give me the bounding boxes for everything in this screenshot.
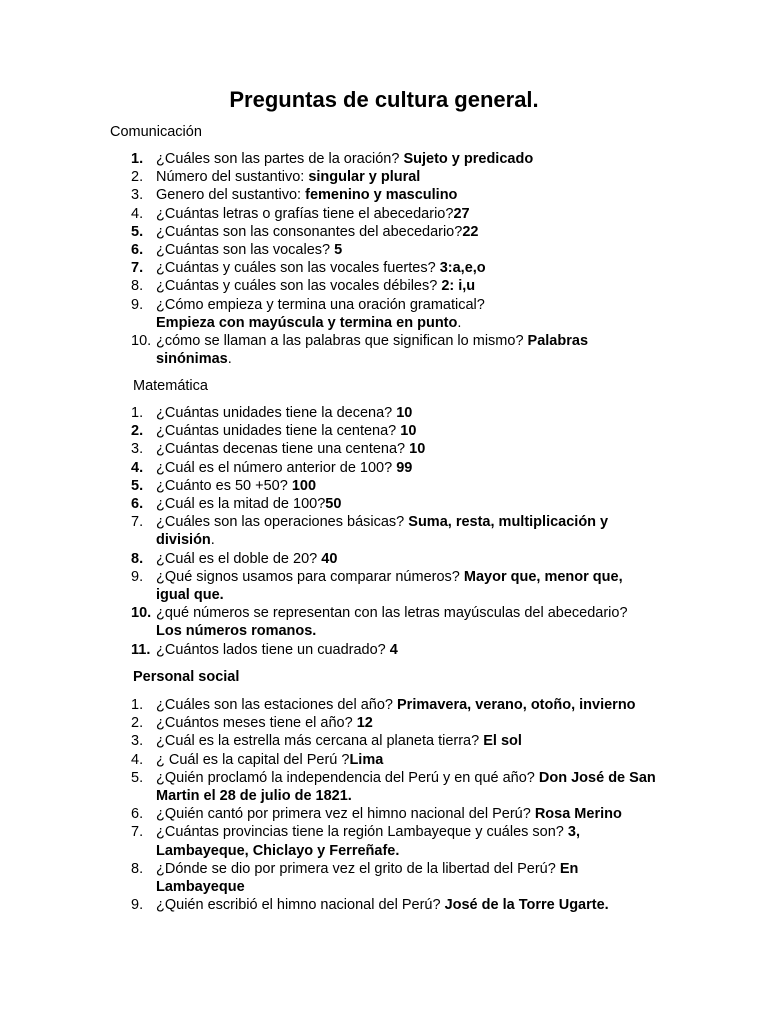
list-item xyxy=(0,568,656,604)
list-item xyxy=(0,440,656,458)
item-number: 2. xyxy=(131,423,144,440)
answer-text: Suma, resta, multiplicación y división xyxy=(156,514,609,549)
section-title-matematica: Matemática xyxy=(133,378,208,394)
question-text: ¿Cuántas unidades tiene la centena? xyxy=(156,423,401,440)
list-item xyxy=(0,696,656,714)
question-text: ¿Quién cantó por primera vez el himno nacional del Perú? xyxy=(156,806,535,823)
question-text: ¿Cuál es la estrella más cercana al planeta tierra? xyxy=(156,733,484,750)
answer-text: 99 xyxy=(396,459,413,476)
item-number: 3. xyxy=(131,441,144,458)
answer-text: Rosa Merino xyxy=(534,806,622,823)
list-item xyxy=(0,404,656,422)
answer-text: femenino y masculino xyxy=(305,187,458,204)
answer-text: Sujeto y predicado xyxy=(403,151,534,167)
list-item xyxy=(0,604,656,640)
item-number: 7. xyxy=(131,260,144,277)
item-number: 6. xyxy=(131,806,144,823)
page-title: Preguntas de cultura general. xyxy=(229,87,539,112)
list-item xyxy=(0,332,656,368)
answer-text: 40 xyxy=(321,550,338,567)
question-text: ¿Cuántas decenas tiene una centena? xyxy=(156,441,410,458)
answer-punctuation: . xyxy=(210,532,215,549)
question-text: ¿Cuánto es 50 +50? xyxy=(156,477,292,494)
item-number: 2. xyxy=(131,169,144,186)
question-text: ¿Cómo empieza y termina una oración gramatical? xyxy=(156,296,485,313)
question-text: ¿Cuántas unidades tiene la decena? xyxy=(156,405,397,421)
item-number: 10. xyxy=(131,333,152,350)
answer-text: Los números romanos. xyxy=(156,623,317,640)
list-item xyxy=(0,241,656,259)
list-item xyxy=(0,823,656,859)
item-number: 8. xyxy=(131,860,144,877)
answer-text: 10 xyxy=(400,423,417,440)
list-item xyxy=(0,259,656,277)
question-text: ¿Cuántos lados tiene un cuadrado? xyxy=(156,641,390,658)
answer-text: 27 xyxy=(453,205,470,222)
question-text: ¿Dónde se dio por primera vez el grito de la libertad del Perú? xyxy=(156,860,560,877)
answer-text: 22 xyxy=(462,223,479,240)
list-item xyxy=(0,205,656,223)
question-text: ¿Cuáles son las partes de la oración? xyxy=(156,151,404,167)
list-item xyxy=(0,751,656,769)
list-item xyxy=(0,769,656,805)
answer-text: 50 xyxy=(325,496,342,513)
list-item xyxy=(0,714,656,732)
list-item xyxy=(0,805,656,823)
answer-text: 4 xyxy=(389,641,398,658)
item-number: 3. xyxy=(131,733,144,750)
answer-text: 10 xyxy=(396,405,413,421)
list-item xyxy=(0,896,656,914)
item-number: 4. xyxy=(131,751,144,768)
list-item xyxy=(0,150,656,168)
list-item xyxy=(0,422,656,440)
answer-text: En Lambayeque xyxy=(156,860,579,896)
question-text: ¿Cuántas son las consonantes del abecedario? xyxy=(156,223,463,240)
list-item xyxy=(0,223,656,241)
answer-punctuation: . xyxy=(227,351,232,368)
question-text: ¿Cuántas y cuáles son las vocales fuertes? xyxy=(156,260,440,277)
question-text: ¿qué números se representan con las letras mayúsculas del abecedario? xyxy=(156,605,628,622)
item-number: 5. xyxy=(131,477,144,494)
item-number: 10. xyxy=(131,605,152,622)
list-item xyxy=(0,296,656,332)
list-item xyxy=(0,477,656,495)
question-text: ¿Cuántos meses tiene el año? xyxy=(156,715,357,732)
question-text: Genero del sustantivo: xyxy=(156,187,306,204)
answer-text: 12 xyxy=(356,715,373,732)
list-item xyxy=(0,495,656,513)
list-item xyxy=(0,513,656,549)
answer-text: Don José de San Martin el 28 de julio de 1821. xyxy=(156,769,656,805)
answer-text: 2: i,u xyxy=(441,278,476,295)
list-item xyxy=(0,860,656,896)
answer-text: Mayor que, menor que, igual que. xyxy=(156,568,623,604)
answer-text: Lima xyxy=(349,751,384,768)
question-text: Número del sustantivo: xyxy=(156,169,309,186)
question-text: ¿cómo se llaman a las palabras que significan lo mismo? xyxy=(156,333,528,350)
answer-text: Primavera, verano, otoño, invierno xyxy=(397,697,636,713)
item-number: 4. xyxy=(131,459,144,476)
question-text: ¿Cuáles son las estaciones del año? xyxy=(156,697,398,713)
question-text: ¿Qué signos usamos para comparar números? xyxy=(156,568,464,585)
question-text: ¿Cuáles son las operaciones básicas? xyxy=(156,514,409,531)
item-number: 5. xyxy=(131,223,144,240)
list-item xyxy=(0,186,656,204)
question-text: ¿Cuál es la mitad de 100? xyxy=(156,496,326,513)
answer-line xyxy=(156,314,656,332)
item-number: 9. xyxy=(131,296,144,313)
question-text: ¿Quién escribió el himno nacional del Perú? xyxy=(156,897,445,914)
answer-text: Empieza con mayúscula y termina en punto xyxy=(156,314,458,331)
question-text: ¿Cuántas letras o grafías tiene el abecedario? xyxy=(156,205,454,222)
answer-punctuation: . xyxy=(457,314,462,331)
list-item xyxy=(0,459,656,477)
item-number: 3. xyxy=(131,187,144,204)
list-personal-social xyxy=(0,696,768,914)
item-number: 2. xyxy=(131,715,144,732)
answer-text: singular y plural xyxy=(308,169,421,186)
list-item xyxy=(0,168,656,186)
item-number: 7. xyxy=(131,824,144,841)
item-number: 6. xyxy=(131,242,144,259)
item-number: 7. xyxy=(131,514,144,531)
list-item xyxy=(0,641,656,659)
question-text: ¿ Cuál es la capital del Perú ? xyxy=(156,751,350,768)
item-number: 11. xyxy=(131,641,151,658)
question-text: ¿Cuántas y cuáles son las vocales débiles? xyxy=(156,278,442,295)
item-number: 4. xyxy=(131,205,144,222)
question-text: ¿Cuántas son las vocales? xyxy=(156,242,335,259)
question-text: ¿Quién proclamó la independencia del Perú y en qué año? xyxy=(156,769,539,786)
list-item xyxy=(0,277,656,295)
item-number: 9. xyxy=(131,568,144,585)
item-number: 6. xyxy=(131,496,144,513)
answer-text: 10 xyxy=(409,441,426,458)
item-number: 1. xyxy=(131,151,144,167)
answer-text: Palabras sinónimas xyxy=(156,333,589,368)
list-item xyxy=(0,732,656,750)
item-number: 1. xyxy=(131,697,144,713)
item-number: 5. xyxy=(131,769,144,786)
section-title-personal-social: Personal social xyxy=(133,669,240,685)
answer-text: 3, Lambayeque, Chiclayo y Ferreñafe. xyxy=(156,824,580,859)
answer-text: José de la Torre Ugarte. xyxy=(444,897,609,914)
item-number: 1. xyxy=(131,405,144,421)
section-title-comunicacion: Comunicación xyxy=(110,124,202,140)
item-number: 9. xyxy=(131,897,144,914)
item-number: 8. xyxy=(131,278,144,295)
answer-text: El sol xyxy=(483,733,522,750)
question-text: ¿Cuántas provincias tiene la región Lambayeque y cuáles son? xyxy=(156,824,568,841)
answer-text: 100 xyxy=(291,477,317,494)
question-text: ¿Cuál es el número anterior de 100? xyxy=(156,459,397,476)
answer-text: 3:a,e,o xyxy=(439,260,486,277)
list-item xyxy=(0,550,656,568)
question-text: ¿Cuál es el doble de 20? xyxy=(156,550,322,567)
item-number: 8. xyxy=(131,550,144,567)
list-matematica xyxy=(0,404,768,659)
answer-text: 5 xyxy=(334,242,343,259)
list-comunicacion xyxy=(0,150,768,368)
